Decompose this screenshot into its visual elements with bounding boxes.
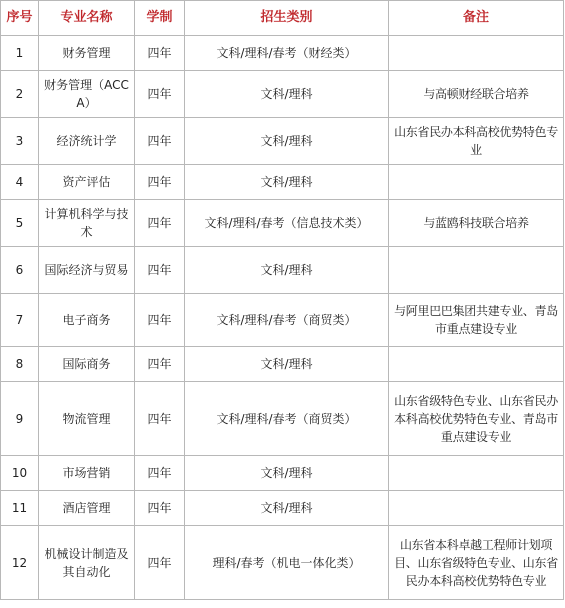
cell-category: 文科/理科	[185, 347, 389, 382]
cell-index: 4	[1, 165, 39, 200]
cell-major: 市场营销	[39, 456, 135, 491]
header-major: 专业名称	[39, 1, 135, 36]
cell-notes: 与阿里巴巴集团共建专业、青岛市重点建设专业	[389, 294, 564, 347]
cell-duration: 四年	[135, 294, 185, 347]
cell-duration: 四年	[135, 118, 185, 165]
table-row	[1, 247, 564, 294]
cell-major: 经济统计学	[39, 118, 135, 165]
table-row	[1, 71, 564, 118]
cell-category: 文科/理科/春考（商贸类）	[185, 382, 389, 456]
cell-duration: 四年	[135, 347, 185, 382]
cell-notes	[389, 36, 564, 71]
cell-category: 理科/春考（机电一体化类）	[185, 526, 389, 600]
cell-duration: 四年	[135, 491, 185, 526]
table-row	[1, 347, 564, 382]
table-row	[1, 382, 564, 456]
cell-index: 2	[1, 71, 39, 118]
table-row	[1, 294, 564, 347]
cell-major: 物流管理	[39, 382, 135, 456]
cell-index: 3	[1, 118, 39, 165]
cell-category: 文科/理科	[185, 165, 389, 200]
cell-duration: 四年	[135, 36, 185, 71]
cell-duration: 四年	[135, 456, 185, 491]
cell-notes: 山东省本科卓越工程师计划项目、山东省级特色专业、山东省民办本科高校优势特色专业	[389, 526, 564, 600]
cell-duration: 四年	[135, 165, 185, 200]
cell-category: 文科/理科	[185, 456, 389, 491]
cell-notes	[389, 491, 564, 526]
cell-index: 8	[1, 347, 39, 382]
cell-notes: 山东省级特色专业、山东省民办本科高校优势特色专业、青岛市重点建设专业	[389, 382, 564, 456]
cell-major: 酒店管理	[39, 491, 135, 526]
cell-category: 文科/理科/春考（商贸类）	[185, 294, 389, 347]
cell-category: 文科/理科	[185, 118, 389, 165]
cell-index: 1	[1, 36, 39, 71]
table-row	[1, 165, 564, 200]
cell-duration: 四年	[135, 382, 185, 456]
cell-duration: 四年	[135, 71, 185, 118]
cell-major: 国际商务	[39, 347, 135, 382]
cell-major: 资产评估	[39, 165, 135, 200]
cell-major: 计算机科学与技术	[39, 200, 135, 247]
cell-major: 机械设计制造及其自动化	[39, 526, 135, 600]
table-header	[1, 1, 564, 36]
cell-major: 财务管理（ACCA）	[39, 71, 135, 118]
cell-index: 6	[1, 247, 39, 294]
header-row	[1, 1, 564, 36]
cell-major: 财务管理	[39, 36, 135, 71]
cell-major: 国际经济与贸易	[39, 247, 135, 294]
table-row	[1, 36, 564, 71]
cell-index: 9	[1, 382, 39, 456]
header-notes: 备注	[389, 1, 564, 36]
header-duration: 学制	[135, 1, 185, 36]
cell-notes: 山东省民办本科高校优势特色专业	[389, 118, 564, 165]
cell-notes	[389, 347, 564, 382]
cell-category: 文科/理科	[185, 71, 389, 118]
cell-category: 文科/理科	[185, 491, 389, 526]
cell-notes: 与蓝鸥科技联合培养	[389, 200, 564, 247]
table-row	[1, 456, 564, 491]
cell-major: 电子商务	[39, 294, 135, 347]
cell-index: 10	[1, 456, 39, 491]
cell-notes	[389, 247, 564, 294]
cell-category: 文科/理科	[185, 247, 389, 294]
cell-duration: 四年	[135, 526, 185, 600]
cell-index: 11	[1, 491, 39, 526]
cell-duration: 四年	[135, 200, 185, 247]
header-category: 招生类别	[185, 1, 389, 36]
cell-category: 文科/理科/春考（财经类）	[185, 36, 389, 71]
cell-index: 7	[1, 294, 39, 347]
header-index: 序号	[1, 1, 39, 36]
table-row	[1, 526, 564, 600]
table-row	[1, 200, 564, 247]
cell-notes	[389, 165, 564, 200]
table-body	[1, 36, 564, 600]
cell-index: 5	[1, 200, 39, 247]
cell-notes: 与高顿财经联合培养	[389, 71, 564, 118]
cell-index: 12	[1, 526, 39, 600]
table-row	[1, 491, 564, 526]
cell-duration: 四年	[135, 247, 185, 294]
cell-category: 文科/理科/春考（信息技术类）	[185, 200, 389, 247]
cell-notes	[389, 456, 564, 491]
table-row	[1, 118, 564, 165]
